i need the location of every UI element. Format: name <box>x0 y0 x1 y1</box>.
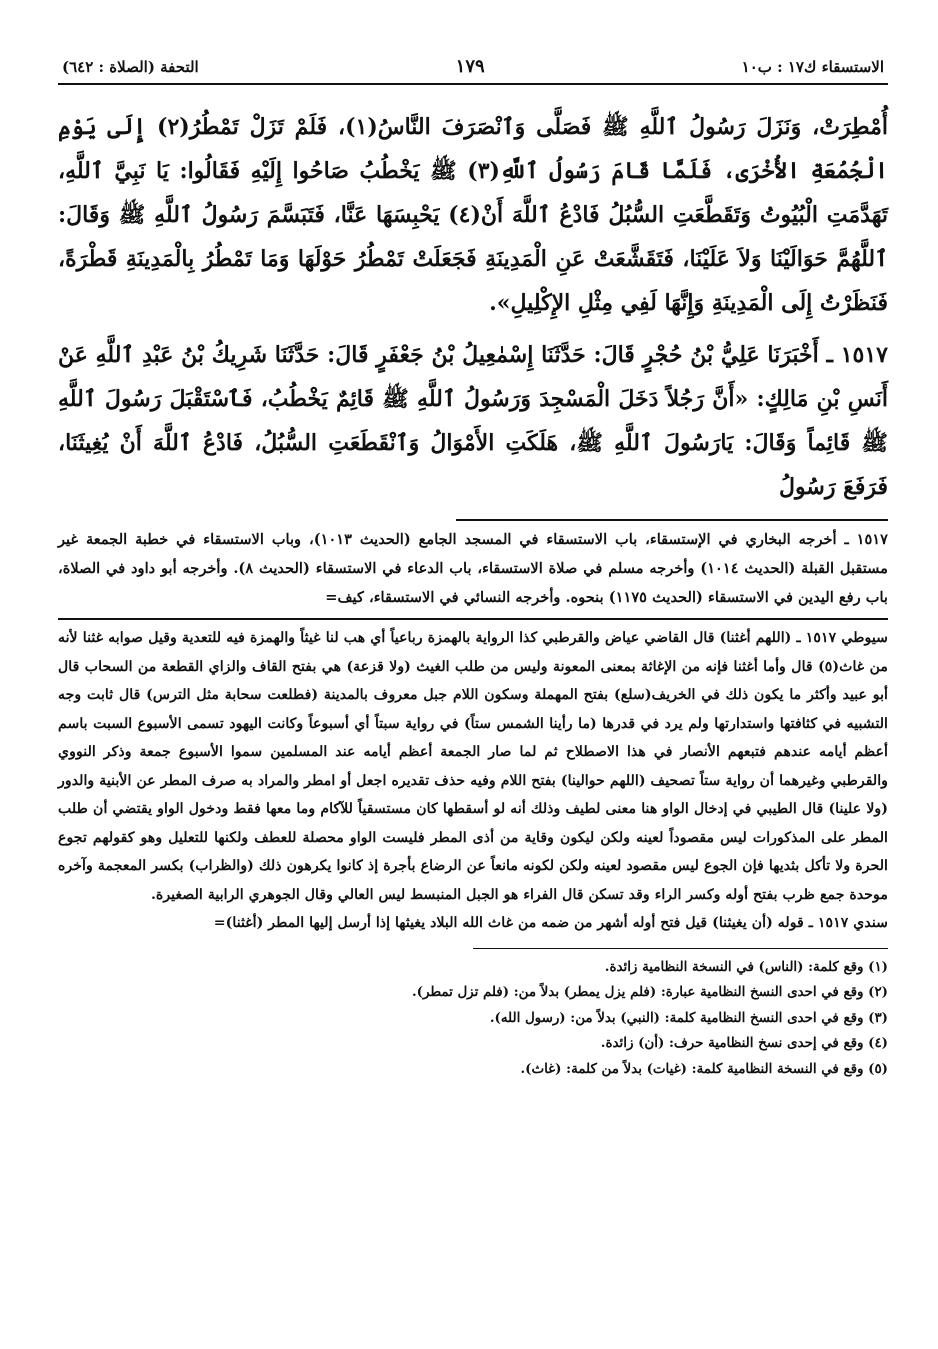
footnote-2: (٢) وقع في احدى النسخ النظامية عبارة: (فلم يزل يمطر) بدلاً من: (فلم تزل تمطر). <box>411 984 888 1000</box>
page-header <box>58 56 888 85</box>
suyuti-commentary: سيوطي ١٥١٧ ـ (اللهم أغثنا) قال القاضي عياض والقرطبي كذا الرواية بالهمزة رباعياً أي هب لنا غيثاً والهمزة فيه للتعدية وقيل صوابه غثنا لأنه من غاث(٥) قال وأما أغثنا فإنه من الإغاثة بمعنى المعونة وليس من طلب الغيث (ولا قزعة) هي بفتح القاف والزاي القطعة من السحاب قال أبو عبيد وأكثر ما يكون ذلك في الخريف(سلع) بفتح المهملة وسكون اللام جبل معروف بالمدينة (فطلعت سحابة مثل الترس) قال ثابت وجه التشبيه في كثافتها واستدارتها ولم يرد في قدرها (ما رأينا الشمس ستاً) في رواية سبتاً أي أسبوعاً وكانت اليهود تسمى الأسبوع السبت باسم أعظم أيامه عندهم فتبعهم الأنصار في هذا الاصطلاح ثم لما صار الجمعة أعظم أيامه عند المسلمين سموا الأسبوع جمعة وذكر النووي والقرطبي وغيرهما أن رواية ستاً تصحيف (اللهم حوالينا) بفتح اللام وفيه حذف تقديره اجعل أو امطر والمراد به صرف المطر عن الأبنية والدور (ولا علينا) قال الطيبي في إدخال الواو هنا معنى لطيف وذلك أنه لو أسقطها كان مستسقياً للآكام وما معها فقط ودخول الواو يقتضي أن طلب المطر على المذكورات ليس مقصوداً لعينه ولكن ليكون وقاية من أذى المطر فليست الواو محصلة للعطف ولكنها للتعليل وهو كقولهم تجوع الحرة ولا تأكل بثديها فإن الجوع ليس مقصود لعينه ولكن لكونه مانعاً عن الرضاع بأجرة إذ كانوا يكرهون ذلك (والظراب) بكسر المعجمة وآخره موحدة جمع ظرب بفتح أوله وكسر الراء وقد تسكن قال الفراء هو الجبل المنبسط ليس العالي وقال الجوهري الرابية الصغيرة. <box>58 630 888 903</box>
hadith-1517: ١٥١٧ ـ أَخْبَرَنَا عَلِيُّ بْنُ حُجْرٍ قَالَ: حَدَّثَنَا إِسْمٰعِيلُ بْنُ جَعْفَرٍ قَالَ: حَدَّثَنَا شَرِيكُ بْنُ عَبْدِ ٱللَّهِ عَنْ أَنَسِ بْنِ مَالِكٍ: «أَنَّ رَجُلاً دَخَلَ الْمَسْجِدَ وَرَسُولُ ٱللَّهِ ﷺ قَائِمٌ يَخْطُبُ، فَٱسْتَقْبَلَ رَسُولَ ٱللَّهِ ﷺ قَائِماً وَقَالَ: يَارَسُولَ ٱللَّهِ ﷺ، هَلَكَتِ الأَمْوَالُ وَٱنْقَطَعَتِ السُّبُلُ، فَادْعُ ٱللَّهَ أَنْ يُغِيثَنَا، فَرَفَعَ رَسُولُ <box>58 342 888 500</box>
header-reference: التحفة (الصلاة : ٦٤٢) <box>62 58 199 76</box>
divider-footnotes <box>473 948 888 949</box>
sindi-commentary: سندي ١٥١٧ ـ قوله (أن يغيثنا) قيل فتح أوله أشهر من ضمه من غاث الله البلاد يغيثها إذا أرسل إليها المطر (أغثنا)= <box>213 915 888 931</box>
page-number: ١٧٩ <box>455 56 485 77</box>
header-chapter: الاستسقاء ك١٧ : ب١٠ <box>741 58 884 76</box>
main-paragraph: أُمْطِرَتْ، وَنَزَلَ رَسُولُ ٱللَّهِ ﷺ فَصَلَّى وَٱنْصَرَفَ النَّاسُ(١)، فَلَمْ تَزَلْ تَمْطُرُ(٢) إِلَى يَوْمِ الْجُمُعَةِ الأُخْرَى، فَلَمَّا قَامَ رَسُولُ ٱللَّهِ(٣) ﷺ يَخْطُبُ صَاحُوا إِلَيْهِ فَقَالُوا: يَا نَبِيَّ ٱللَّهِ، تَهَدَّمَتِ الْبُيُوتُ وَتَقَطَّعَتِ السُّبُلُ فَادْعُ ٱللَّهَ أَنْ(٤) يَحْبِسَهَا عَنَّا، فَتَبَسَّمَ رَسُولُ ٱللَّهِ ﷺ وَقَالَ: ٱللَّهُمَّ حَوَالَيْنَا وَلاَ عَلَيْنَا، فَتَقَشَّعَتْ عَنِ الْمَدِينَةِ فَجَعَلَتْ تَمْطُرُ حَوْلَهَا وَمَا تَمْطُرُ بِالْمَدِينَةِ قَطْرَةً، فَنَظَرْتُ إِلَى الْمَدِينَةِ وَإِنَّهَا لَفِي مِثْلِ الإِكْلِيلِ». <box>58 114 888 316</box>
footnote-5: (٥) وقع في النسخة النظامية كلمة: (غيات) بدلاً من كلمة: (غاث). <box>520 1060 888 1077</box>
footnote-4: (٤) وقع في إحدى نسخ النظامية حرف: (أن) زائدة. <box>600 1035 888 1051</box>
footnote-3: (٣) وقع في احدى النسخ النظامية كلمة: (النبي) بدلاً من: (رسول الله). <box>489 1009 888 1026</box>
commentary <box>58 624 888 938</box>
divider-sharh <box>58 618 888 620</box>
footnote-1: (١) وقع كلمة: (الناس) في النسخة النظامية زائدة. <box>604 958 888 975</box>
divider-takhrij <box>456 519 888 521</box>
takhrij-text: ١٥١٧ ـ أخرجه البخاري في الإستسقاء، باب الاستسقاء في المسجد الجامع (الحديث ١٠١٣)، وباب الاستسقاء في خطبة الجمعة غير مستقبل القبلة (الحديث ١٠١٤) وأخرجه مسلم في صلاة الاستسقاء، باب الدعاء في الاستسقاء (الحديث ٨). وأخرجه أبو داود في الصلاة، باب رفع اليدين في الاستسقاء (الحديث ١١٧٥) بنحوه. وأخرجه النسائي في الاستسقاء، كيف= <box>58 531 888 606</box>
footnotes <box>58 955 888 1083</box>
takhrij-note <box>58 525 888 612</box>
main-text <box>58 105 888 509</box>
